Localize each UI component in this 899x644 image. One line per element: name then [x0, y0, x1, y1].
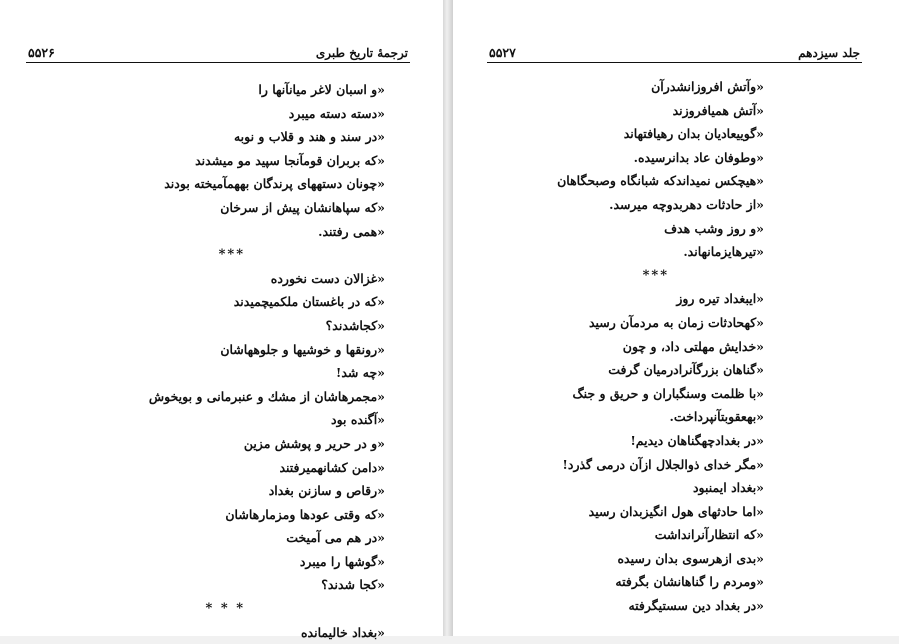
verse-line: «رقاص و سازنن بغداد	[268, 483, 385, 499]
verse-line: «دامن کشانهمیرفتند	[279, 459, 385, 475]
verse-line: «همی رفتند.	[318, 223, 385, 239]
verse-line: «چونان دستههای پرندگان بههمآمیخته بودند	[164, 176, 385, 192]
verse-line: «بهعقوبتآنپرداخت.	[669, 409, 764, 425]
right-page-header	[487, 40, 862, 63]
page-number: ۵۵۲۷	[489, 45, 516, 60]
running-title: ترجمهٔ تاریخ طبری	[315, 46, 408, 60]
verse-line: «که انتظارآنرانداشت	[654, 527, 764, 543]
verse-line: «ایبغداد تیره روز	[676, 291, 764, 307]
book-gutter	[443, 0, 453, 636]
verse-line: «از حادثات دهربدوچه میرسد.	[609, 196, 764, 212]
verse-line: «چه شد!	[335, 365, 385, 381]
verse-line: «در هم می آمیخت	[286, 530, 385, 546]
verse-line: «گوییعادیان بدان رهیافتهاند	[623, 126, 764, 142]
verse-line: «گوشها را میبرد	[299, 553, 385, 569]
verse-line: «که وقتی عودها ومزمارهاشان	[225, 506, 385, 522]
verse-line: «و در حریر و پوشش مزین	[243, 435, 385, 451]
page-number: ۵۵۲۶	[28, 45, 55, 60]
poem-lines	[464, 75, 764, 618]
right-page	[453, 0, 899, 636]
verse-line: «که بربران قومآنجا سپید مو میشدند	[195, 152, 385, 168]
section-separator: ***	[218, 247, 245, 263]
verse-line: «و روز وشب هدف	[664, 220, 764, 236]
section-separator: * * *	[205, 601, 245, 617]
verse-line: «هیچکس نمیداندکه شبانگاه وصبحگاهان	[557, 173, 764, 189]
verse-line: «غزالان دست نخورده	[270, 270, 385, 286]
verse-line: «در بغدادچهگناهان دیدیم!	[630, 432, 764, 448]
verse-line: «وطوفان عاد بدانرسیده.	[633, 149, 764, 165]
poem-lines	[25, 78, 385, 644]
verse-line: «اما حادثهای هول انگیزبدان رسید	[588, 503, 764, 519]
verse-line: «ومردم را گناهانشان بگرفته	[615, 574, 764, 590]
verse-line: «در سند و هند و قلاب و نوبه	[233, 129, 385, 145]
verse-line: «خدایش مهلتی داد، و چون	[622, 338, 764, 354]
verse-line: «که در باغستان ملکمیچمیدند	[233, 294, 385, 310]
verse-line: «آگنده بود	[331, 412, 385, 428]
verse-line: «در بغداد دین سستیگرفته	[628, 598, 764, 614]
verse-line: «کهحادثات زمان به مردمآن رسید	[588, 314, 764, 330]
section-separator: ***	[642, 267, 669, 283]
running-title: جلد سیزدهم	[798, 46, 860, 60]
verse-line: «آتش همیافروزند	[672, 102, 764, 118]
verse-line: «بدی ازهرسوی بدان رسیده	[617, 550, 764, 566]
verse-line: «مگر خدای ذوالجلال ازآن درمی گذرد!	[562, 456, 764, 472]
verse-line: «بغداد ایمنبود	[692, 480, 764, 496]
verse-line: «و اسبان لاغر میانآنها را	[258, 82, 385, 97]
verse-line: «رونقها و خوشیها و جلوههاشان	[220, 341, 385, 357]
verse-line: «با ظلمت وسنگباران و حریق و جنگ	[572, 385, 764, 401]
left-page-header	[26, 40, 410, 63]
verse-line: «بغداد خالیمانده	[300, 624, 385, 640]
verse-line: «وآتش افروزانشدرآن	[651, 79, 764, 94]
verse-line: «کجاشدند؟	[325, 317, 385, 333]
verse-line: «تیرهایزمانهاند.	[683, 244, 764, 260]
verse-line: «که سپاهانشان پیش از سرخان	[220, 199, 385, 215]
verse-line: «مجمرهاشان از مشك و عنبرمانی و بویخوش	[148, 388, 385, 404]
verse-line: «کجا شدند؟	[321, 577, 385, 593]
left-page	[0, 0, 443, 640]
verse-line: «دسته دسته میبرد	[288, 105, 385, 121]
verse-line: «گناهان بزرگآنرادرمیان گرفت	[608, 362, 764, 378]
